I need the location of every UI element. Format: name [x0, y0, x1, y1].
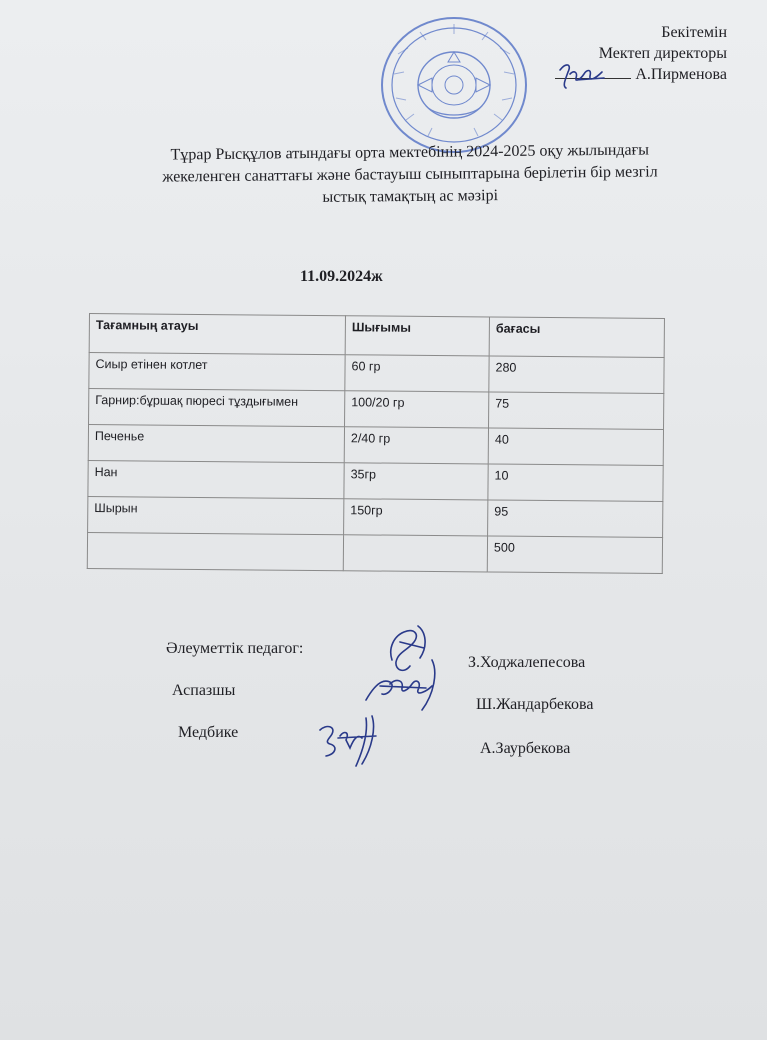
approval-name: А.Пирменова — [635, 66, 727, 83]
director-signature-icon — [556, 60, 612, 92]
table-row — [88, 425, 663, 466]
dish-yield — [343, 535, 487, 572]
column-header-name: Тағамның атауы — [89, 314, 345, 355]
cook-label: Аспазшы — [172, 682, 236, 699]
dish-name: Нан — [88, 460, 344, 498]
dish-yield: 2/40 гр — [344, 427, 488, 464]
title-line-1: Тұрар Рысқұлов атындағы орта мектебінің 2024-2025 оқу жылындағы — [170, 141, 650, 164]
title-line-3: ыстық тамақтың ас мәзірі — [322, 187, 499, 206]
dish-name — [87, 532, 343, 570]
cook-signature-icon — [360, 656, 444, 714]
nurse-label: Медбике — [178, 724, 239, 741]
dish-price: 75 — [489, 392, 664, 430]
social-pedagogue-label: Әлеуметтік педагог: — [166, 640, 304, 657]
dish-name: Сиыр етінен котлет — [89, 353, 345, 391]
dish-price: 280 — [489, 356, 664, 394]
dish-price: 40 — [488, 428, 663, 466]
table-row — [88, 496, 663, 537]
menu-table — [87, 313, 665, 574]
cook-name: Ш.Жандарбекова — [476, 696, 594, 713]
total-price: 500 — [487, 536, 662, 574]
dish-name: Гарнир:бұршақ пюресі тұздығымен — [89, 389, 345, 427]
column-header-price: бағасы — [489, 317, 664, 358]
document-date: 11.09.2024ж — [300, 268, 383, 285]
table-header-row — [89, 314, 664, 358]
table-total-row — [87, 532, 662, 573]
nurse-signature-icon — [316, 708, 386, 770]
title-line-2: жекеленген санаттағы және бастауыш сыныптарына берілетін бір мезгіл — [162, 163, 658, 186]
dish-price: 10 — [488, 464, 663, 502]
school-seal-stamp-icon — [378, 14, 530, 156]
social-pedagogue-name: З.Ходжалепесова — [468, 654, 586, 671]
dish-name: Печенье — [88, 425, 344, 463]
dish-yield: 150гр — [344, 499, 488, 536]
dish-price: 95 — [488, 500, 663, 538]
table-row — [88, 460, 663, 501]
document-title — [90, 139, 731, 212]
dish-yield: 35гр — [344, 463, 488, 500]
dish-name: Шырын — [88, 496, 344, 534]
dish-yield: 60 гр — [345, 355, 489, 392]
table-row — [89, 353, 664, 394]
approval-heading: Бекітемін — [661, 24, 727, 41]
approval-position: Мектеп директоры — [598, 45, 727, 62]
column-header-yield: Шығымы — [345, 316, 489, 356]
dish-yield: 100/20 гр — [345, 391, 489, 428]
nurse-name: А.Заурбекова — [480, 740, 571, 757]
table-row — [89, 389, 664, 430]
